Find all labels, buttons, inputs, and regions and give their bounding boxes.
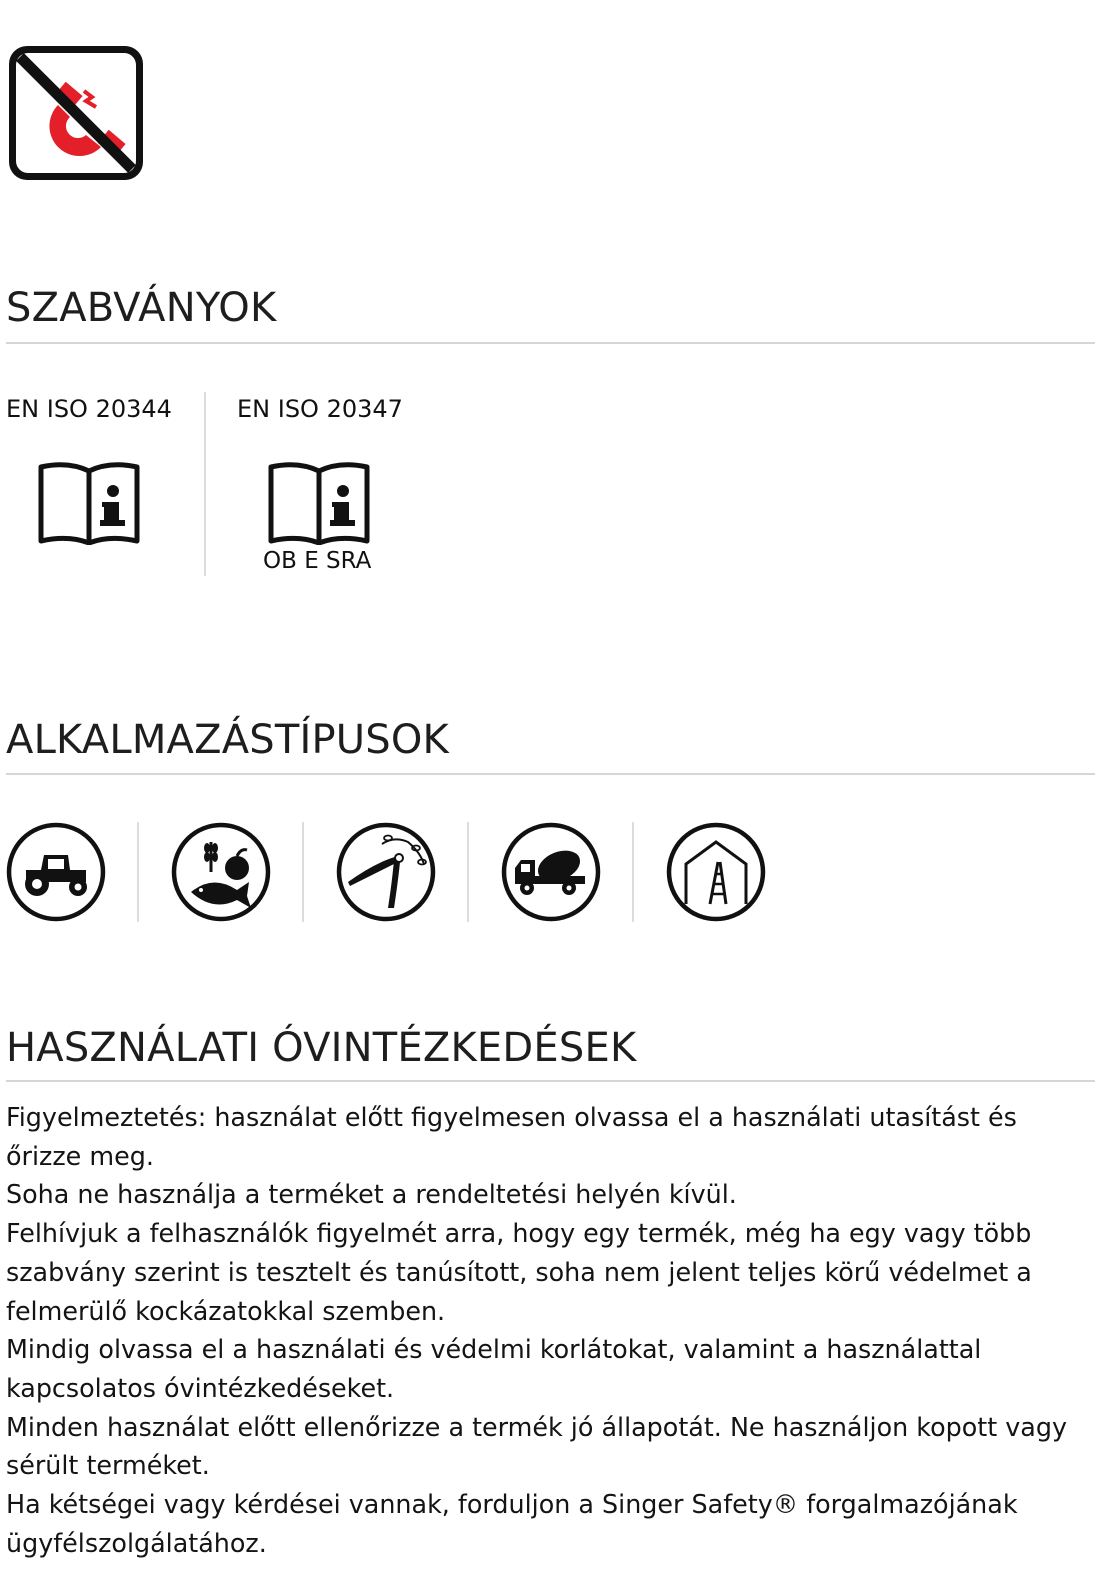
applications-separator <box>632 822 634 922</box>
gardening-icon <box>336 822 436 922</box>
applications-title: ALKALMAZÁSTÍPUSOK <box>6 717 449 763</box>
precautions-divider <box>6 1080 1095 1082</box>
standards-divider <box>6 342 1095 344</box>
standard-sub-label-2: OB E SRA <box>263 548 372 574</box>
applications-divider <box>6 773 1095 775</box>
construction-truck-icon <box>501 822 601 922</box>
user-manual-info-icon <box>38 461 140 545</box>
precaution-paragraph: Soha ne használja a terméket a rendeltetési helyén kívül. <box>6 1179 737 1210</box>
no-magnet-badge <box>6 43 146 183</box>
standard-label-1: EN ISO 20344 <box>6 395 172 423</box>
standard-label-2: EN ISO 20347 <box>237 395 403 423</box>
precautions-text <box>6 1098 1086 1562</box>
precaution-paragraph: Figyelmeztetés: használat előtt figyelmesen olvassa el a használati utasítást és őrizze meg. <box>6 1102 1017 1171</box>
precaution-paragraph: Minden használat előtt ellenőrizze a termék jó állapotát. Ne használjon kopott vagy sérült terméket. <box>6 1411 1067 1481</box>
precaution-paragraph: Ha kétségei vagy kérdései vannak, forduljon a Singer Safety® forgalmazójának ügyfélszolgálatához. <box>6 1489 1018 1558</box>
applications-separator <box>467 822 469 922</box>
precaution-paragraph: Felhívjuk a felhasználók figyelmét arra, hogy egy termék, még ha egy vagy több szabvány szerint is tesztelt és tanúsított, soha nem jelent teljes körű védelmet a felmerülő kockázatokkal szemben. <box>6 1218 1032 1326</box>
user-manual-info-icon <box>268 461 370 545</box>
precautions-title: HASZNÁLATI ÓVINTÉZKEDÉSEK <box>6 1025 637 1071</box>
applications-separator <box>137 822 139 922</box>
agrifood-icon <box>171 822 271 922</box>
indoor-ladder-icon <box>666 822 766 922</box>
standards-separator <box>204 392 206 576</box>
standards-title: SZABVÁNYOK <box>6 285 277 331</box>
tractor-icon <box>6 822 106 922</box>
applications-separator <box>302 822 304 922</box>
no-magnet-icon <box>6 43 146 183</box>
precaution-paragraph: Mindig olvassa el a használati és védelmi korlátokat, valamint a használattal kapcsolatos óvintézkedéseket. <box>6 1334 982 1403</box>
